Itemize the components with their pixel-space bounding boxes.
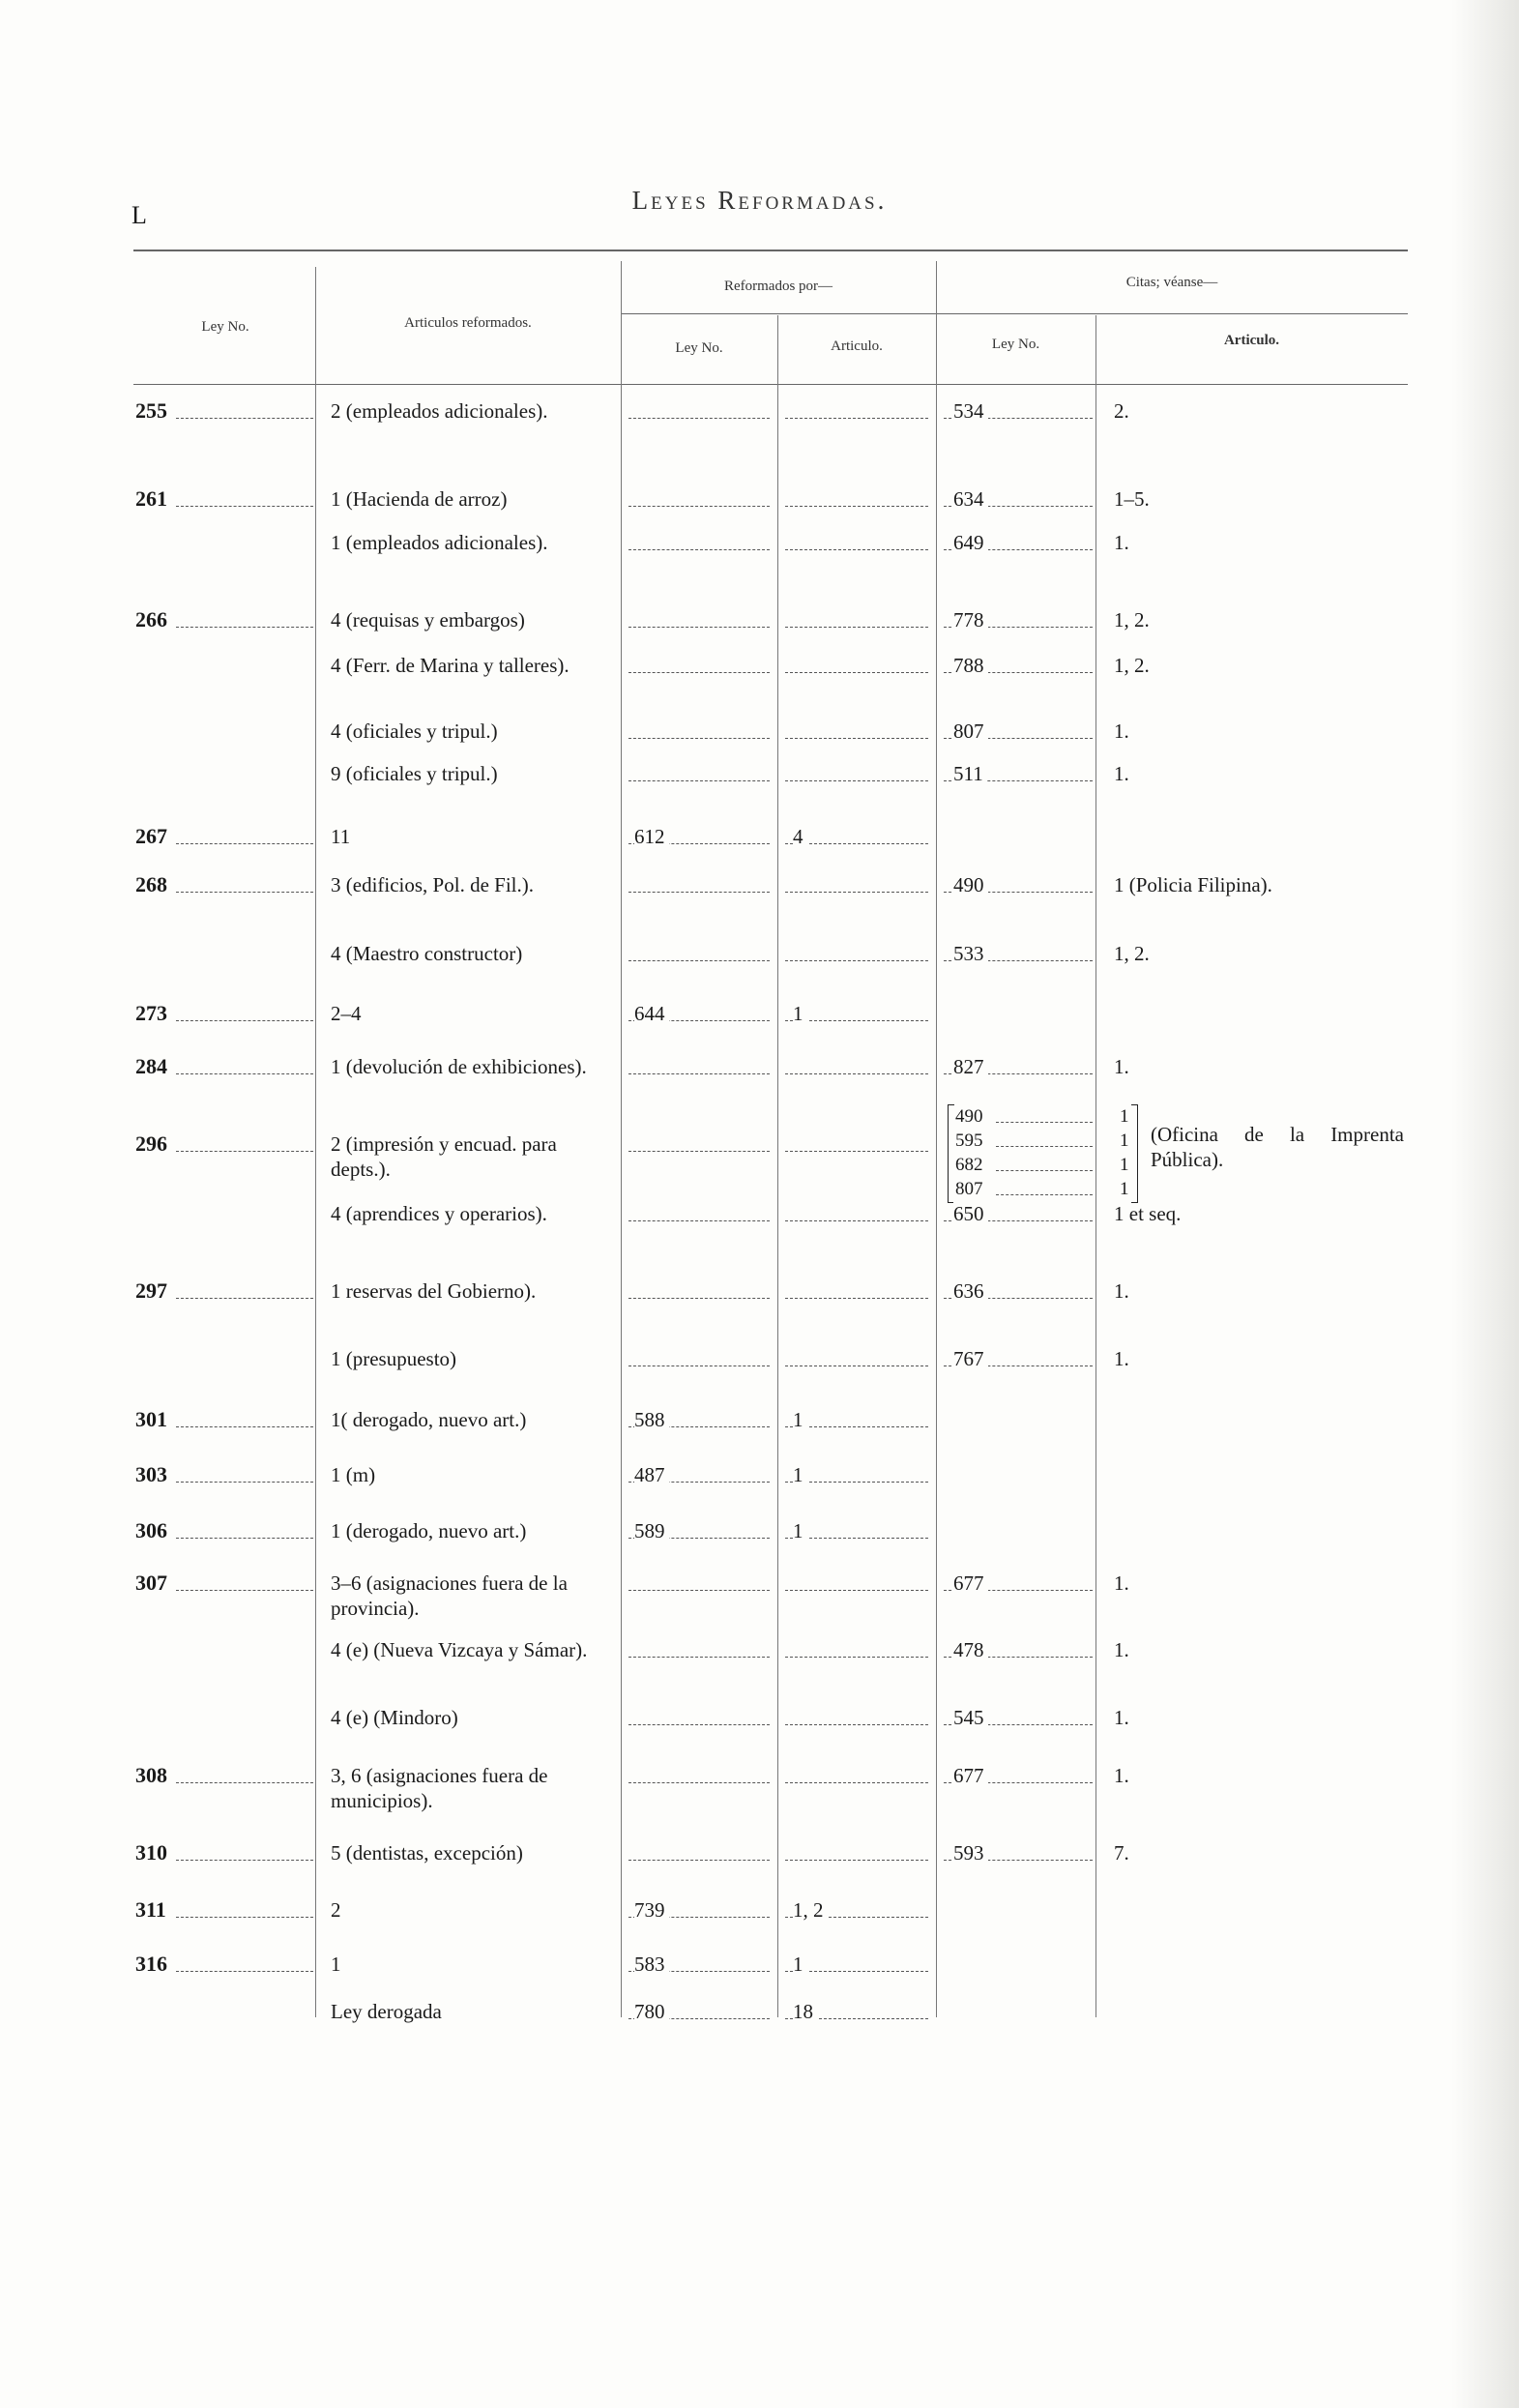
reformado-leader-ley — [628, 549, 770, 550]
reformado-ley-text: 589 — [634, 1519, 669, 1542]
articulo-reformado — [331, 1840, 619, 1865]
table-top-rule — [133, 250, 1408, 251]
reformado-leader-art — [785, 1590, 928, 1591]
reformado-articulo — [793, 1001, 807, 1026]
articulo-reformado — [331, 1001, 619, 1026]
ley-number-text: 297 — [135, 1278, 171, 1303]
cita-group-ley — [955, 1153, 987, 1178]
ley-number — [135, 1278, 315, 1304]
ley-number-text: 268 — [135, 872, 171, 896]
cita-articulo: 1. — [1114, 1279, 1129, 1303]
cita-group-leader — [996, 1194, 1093, 1195]
reformado-ley-text: 588 — [634, 1408, 669, 1431]
articulo-text: 4 (e) (Nueva Vizcaya y Sámar). — [331, 1638, 591, 1661]
ley-number — [135, 1571, 315, 1596]
reformado-leader-ley — [628, 1782, 770, 1783]
reformado-articulo — [793, 1462, 807, 1487]
cita-ley — [953, 486, 988, 512]
ley-number — [135, 1952, 315, 1977]
reformado-articulo — [793, 1518, 807, 1543]
cita-articulo: 1, 2. — [1114, 608, 1150, 631]
articulo-reformado — [331, 1897, 619, 1923]
cita-group-ley-text: 595 — [955, 1131, 987, 1151]
articulo-reformado — [331, 1201, 619, 1226]
cita-ley-text: 534 — [953, 399, 988, 423]
reformado-leader-art — [785, 1782, 928, 1783]
articulo-text: 1 — [331, 1953, 345, 1976]
reformado-articulo-text: 1 — [793, 1519, 807, 1542]
page-number: L — [131, 201, 148, 229]
articulo-text: Ley derogada — [331, 2000, 446, 2023]
reformado-leader-art — [785, 1151, 928, 1152]
ley-number-text: 307 — [135, 1571, 171, 1595]
reformado-leader-art — [785, 1220, 928, 1221]
cita-ley-text: 650 — [953, 1202, 988, 1225]
cita-ley — [953, 1637, 988, 1662]
ley-number-text: 296 — [135, 1131, 171, 1156]
reformado-leader-art — [785, 549, 928, 550]
reformado-leader-ley — [628, 1590, 770, 1591]
articulo-reformado — [331, 1462, 619, 1487]
cita-group-art: 1 — [1120, 1106, 1129, 1127]
reformado-articulo — [793, 1999, 817, 2024]
articulo-text: 4 (aprendices y operarios). — [331, 1202, 551, 1225]
articulo-text: 4 (Ferr. de Marina y talleres). — [331, 654, 573, 677]
articulo-text: 2 (impresión y encuad. para depts.). — [331, 1132, 557, 1181]
cita-ley-text: 827 — [953, 1055, 988, 1078]
reformado-leader-ley — [628, 1860, 770, 1861]
header-citas-articulo: Articulo. — [1223, 333, 1280, 348]
reformado-leader-art — [785, 1724, 928, 1725]
cita-articulo: 1. — [1114, 1764, 1129, 1787]
cita-ley-text: 677 — [953, 1571, 988, 1595]
ley-number-text: 261 — [135, 486, 171, 511]
cita-ley-text: 593 — [953, 1841, 988, 1865]
reformado-leader-ley — [628, 672, 770, 673]
group-subheader-rule-2 — [936, 313, 1408, 314]
reformado-ley — [634, 824, 669, 849]
cita-articulo: 7. — [1114, 1841, 1129, 1865]
cita-ley — [953, 653, 988, 678]
cita-ley-text: 649 — [953, 531, 988, 554]
reformado-articulo — [793, 1407, 807, 1432]
reformado-leader-art — [785, 960, 928, 961]
reformado-ley-text: 644 — [634, 1002, 669, 1025]
articulo-reformado — [331, 1999, 619, 2024]
cita-articulo: 1. — [1114, 1638, 1129, 1661]
cita-bracket-right — [1131, 1104, 1138, 1203]
page-edge-shadow — [1451, 0, 1519, 2408]
articulo-text: 3–6 (asignaciones fuera de la provincia). — [331, 1571, 568, 1620]
articulo-text: 4 (Maestro constructor) — [331, 942, 526, 965]
articulo-text: 4 (oficiales y tripul.) — [331, 719, 502, 743]
cita-group-ley-text: 807 — [955, 1179, 987, 1199]
ley-number-text: 301 — [135, 1407, 171, 1431]
reformado-articulo-text: 1, 2 — [793, 1898, 828, 1922]
articulo-reformado — [331, 1278, 619, 1304]
reformado-leader-art — [785, 1298, 928, 1299]
cita-group-leader — [996, 1170, 1093, 1171]
articulo-reformado — [331, 1763, 619, 1813]
reformado-leader-ley — [628, 738, 770, 739]
articulo-reformado — [331, 1131, 619, 1182]
ley-number-text: 306 — [135, 1518, 171, 1542]
articulo-text: 3, 6 (asignaciones fuera de municipios). — [331, 1764, 548, 1812]
reformado-leader-ley — [628, 627, 770, 628]
articulo-reformado — [331, 530, 619, 555]
cita-articulo: 1–5. — [1114, 487, 1150, 511]
reformado-leader-ley — [628, 960, 770, 961]
articulo-reformado — [331, 1571, 619, 1621]
cita-articulo: 1. — [1114, 719, 1129, 743]
cita-group-art: 1 — [1120, 1131, 1129, 1151]
reformado-ley — [634, 1999, 669, 2024]
cita-group-ley-text: 490 — [955, 1106, 987, 1127]
cita-ley-text: 807 — [953, 719, 988, 743]
cita-ley — [953, 398, 988, 424]
cita-articulo: 1. — [1114, 1347, 1129, 1370]
articulo-reformado — [331, 653, 619, 678]
cita-articulo: 1. — [1114, 1706, 1129, 1729]
articulo-text: 2 — [331, 1898, 345, 1922]
cita-ley — [953, 872, 988, 897]
cita-group-ley — [955, 1104, 987, 1130]
reformado-leader-ley — [628, 1151, 770, 1152]
reformado-articulo-text: 1 — [793, 1953, 807, 1976]
reformado-ley-text: 583 — [634, 1953, 669, 1976]
cita-ley-text: 778 — [953, 608, 988, 631]
articulo-text: 1 reservas del Gobierno). — [331, 1279, 540, 1303]
ley-number — [135, 1840, 315, 1865]
cita-group-leader — [996, 1122, 1093, 1123]
cita-ley-text: 636 — [953, 1279, 988, 1303]
header-reformados-por-ley: Ley No. — [675, 340, 723, 356]
reformado-articulo-text: 1 — [793, 1408, 807, 1431]
articulo-text: 1 (presupuesto) — [331, 1347, 460, 1370]
reformado-ley — [634, 1462, 669, 1487]
header-ley-no: Ley No. — [201, 319, 249, 335]
reformado-leader-ley — [628, 506, 770, 507]
reformado-ley-text: 612 — [634, 825, 669, 848]
ley-number — [135, 607, 315, 632]
reformado-leader-art — [785, 672, 928, 673]
cita-articulo: 1. — [1114, 531, 1129, 554]
ley-number — [135, 398, 315, 424]
header-reformados-por-articulo: Articulo. — [831, 338, 883, 354]
reformado-leader-art — [785, 780, 928, 781]
articulo-reformado — [331, 941, 619, 966]
cita-articulo: 1, 2. — [1114, 654, 1150, 677]
ley-number — [135, 1462, 315, 1487]
col-divider-5 — [1095, 315, 1096, 2017]
cita-ley-text: 511 — [953, 762, 987, 785]
table-header-rule — [133, 384, 1408, 385]
articulo-text: 5 (dentistas, excepción) — [331, 1841, 527, 1865]
cita-ley-text: 788 — [953, 654, 988, 677]
ley-number — [135, 872, 315, 897]
header-citas: Citas; véanse— — [1125, 275, 1218, 290]
articulo-reformado — [331, 1637, 619, 1662]
ley-number-text: 284 — [135, 1054, 171, 1078]
articulo-reformado — [331, 486, 619, 512]
cita-articulo: 1 (Policia Filipina). — [1114, 873, 1272, 896]
ley-number — [135, 1001, 315, 1026]
articulo-reformado — [331, 1346, 619, 1371]
col-divider-2 — [621, 261, 622, 2017]
reformado-articulo-text: 1 — [793, 1463, 807, 1486]
cita-ley-text: 677 — [953, 1764, 988, 1787]
cita-ley-text: 634 — [953, 487, 988, 511]
cita-ley-text: 533 — [953, 942, 988, 965]
cita-ley — [953, 1054, 988, 1079]
col-divider-4 — [936, 261, 937, 2017]
ley-number-text: 303 — [135, 1462, 171, 1486]
articulo-reformado — [331, 1952, 619, 1977]
cita-group-ley-text: 682 — [955, 1155, 987, 1175]
reformado-leader-art — [785, 1860, 928, 1861]
articulo-reformado — [331, 398, 619, 424]
cita-articulo: 1 et seq. — [1114, 1202, 1182, 1225]
ley-number — [135, 1131, 315, 1157]
ley-number-text: 267 — [135, 824, 171, 848]
articulo-text: 2–4 — [331, 1002, 365, 1025]
ley-number-text: 273 — [135, 1001, 171, 1025]
group-subheader-rule-1 — [621, 313, 936, 314]
cita-articulo: 2. — [1114, 399, 1129, 423]
reformado-articulo-text: 18 — [793, 2000, 817, 2023]
cita-articulo: 1. — [1114, 762, 1129, 785]
reformado-articulo — [793, 1952, 807, 1977]
ley-number — [135, 486, 315, 512]
reformado-leader-ley — [628, 418, 770, 419]
ley-number — [135, 1763, 315, 1788]
articulo-reformado — [331, 1518, 619, 1543]
col-divider-1 — [315, 267, 316, 2017]
cita-group-leader — [996, 1146, 1093, 1147]
cita-group-art: 1 — [1120, 1155, 1129, 1175]
reformado-ley-text: 780 — [634, 2000, 669, 2023]
cita-ley — [953, 607, 988, 632]
articulo-text: 1 (devolución de exhibiciones). — [331, 1055, 591, 1078]
reformado-leader-ley — [628, 1724, 770, 1725]
ley-number-text: 311 — [135, 1897, 170, 1922]
reformado-ley — [634, 1518, 669, 1543]
articulo-reformado — [331, 872, 619, 897]
cita-ley — [953, 1763, 988, 1788]
col-divider-3 — [777, 315, 778, 2017]
header-reformados-por: Reformados por— — [723, 279, 833, 294]
cita-ley — [953, 941, 988, 966]
cita-ley — [953, 1346, 988, 1371]
cita-group-ley — [955, 1177, 987, 1202]
cita-ley-text: 490 — [953, 873, 988, 896]
cita-ley-text: 767 — [953, 1347, 988, 1370]
articulo-text: 1 (derogado, nuevo art.) — [331, 1519, 530, 1542]
articulo-text: 2 (empleados adicionales). — [331, 399, 552, 423]
reformado-leader-art — [785, 892, 928, 893]
cita-ley — [953, 1705, 988, 1730]
articulo-reformado — [331, 719, 619, 744]
reformado-ley — [634, 1952, 669, 1977]
cita-ley — [953, 1571, 988, 1596]
ley-number — [135, 1518, 315, 1543]
reformado-leader-art — [785, 627, 928, 628]
cita-group-art: 1 — [1120, 1179, 1129, 1199]
cita-ley — [953, 1278, 988, 1304]
running-head: Leyes Reformadas. — [631, 186, 888, 215]
articulo-text: 9 (oficiales y tripul.) — [331, 762, 502, 785]
ley-number-text: 308 — [135, 1763, 171, 1787]
articulo-reformado — [331, 761, 619, 786]
cita-articulo: 1. — [1114, 1055, 1129, 1078]
header-articulos-reformados: Articulos reformados. — [404, 315, 532, 331]
cita-ley-text: 478 — [953, 1638, 988, 1661]
reformado-leader-ley — [628, 1073, 770, 1074]
ley-number-text: 255 — [135, 398, 171, 423]
reformado-leader-ley — [628, 892, 770, 893]
reformado-ley-text: 487 — [634, 1463, 669, 1486]
ley-number-text: 266 — [135, 607, 171, 631]
reformado-ley — [634, 1001, 669, 1026]
cita-articulo: 1. — [1114, 1571, 1129, 1595]
reformado-articulo — [793, 1897, 828, 1923]
reformado-ley — [634, 1407, 669, 1432]
cita-ley — [953, 761, 987, 786]
articulo-text: 1 (empleados adicionales). — [331, 531, 552, 554]
cita-ley — [953, 1840, 988, 1865]
header-citas-ley: Ley No. — [991, 337, 1040, 352]
cita-ley — [953, 530, 988, 555]
articulo-reformado — [331, 607, 619, 632]
reformado-leader-ley — [628, 780, 770, 781]
articulo-text: 1 (m) — [331, 1463, 379, 1486]
reformado-articulo-text: 1 — [793, 1002, 807, 1025]
ley-number-text: 310 — [135, 1840, 171, 1865]
ley-number — [135, 1407, 315, 1432]
articulo-text: 1 (Hacienda de arroz) — [331, 487, 511, 511]
articulo-text: 11 — [331, 825, 354, 848]
reformado-leader-art — [785, 506, 928, 507]
reformado-ley-text: 739 — [634, 1898, 669, 1922]
articulo-text: 4 (e) (Mindoro) — [331, 1706, 462, 1729]
ley-number — [135, 1897, 315, 1923]
reformado-leader-art — [785, 738, 928, 739]
articulo-text: 4 (requisas y embargos) — [331, 608, 529, 631]
articulo-text: 3 (edificios, Pol. de Fil.). — [331, 873, 538, 896]
ley-number — [135, 1054, 315, 1079]
articulo-text: 1( derogado, nuevo art.) — [331, 1408, 530, 1431]
cita-articulo: 1, 2. — [1114, 942, 1150, 965]
cita-bracket-left — [948, 1104, 954, 1203]
articulo-reformado — [331, 1054, 619, 1079]
ley-number — [135, 824, 315, 849]
reformado-leader-ley — [628, 1657, 770, 1658]
cita-group-note: (Oficina de la Imprenta Pública). — [1151, 1123, 1404, 1171]
reformado-leader-ley — [628, 1220, 770, 1221]
reformado-leader-art — [785, 1073, 928, 1074]
reformado-leader-art — [785, 418, 928, 419]
articulo-reformado — [331, 1407, 619, 1432]
reformado-articulo — [793, 824, 807, 849]
cita-ley — [953, 1201, 988, 1226]
reformado-leader-ley — [628, 1298, 770, 1299]
cita-group-ley — [955, 1129, 987, 1154]
cita-ley — [953, 719, 988, 744]
articulo-reformado — [331, 1705, 619, 1730]
reformado-leader-art — [785, 1657, 928, 1658]
reformado-articulo-text: 4 — [793, 825, 807, 848]
articulo-reformado — [331, 824, 619, 849]
ley-number-text: 316 — [135, 1952, 171, 1976]
cita-ley-text: 545 — [953, 1706, 988, 1729]
reformado-ley — [634, 1897, 669, 1923]
